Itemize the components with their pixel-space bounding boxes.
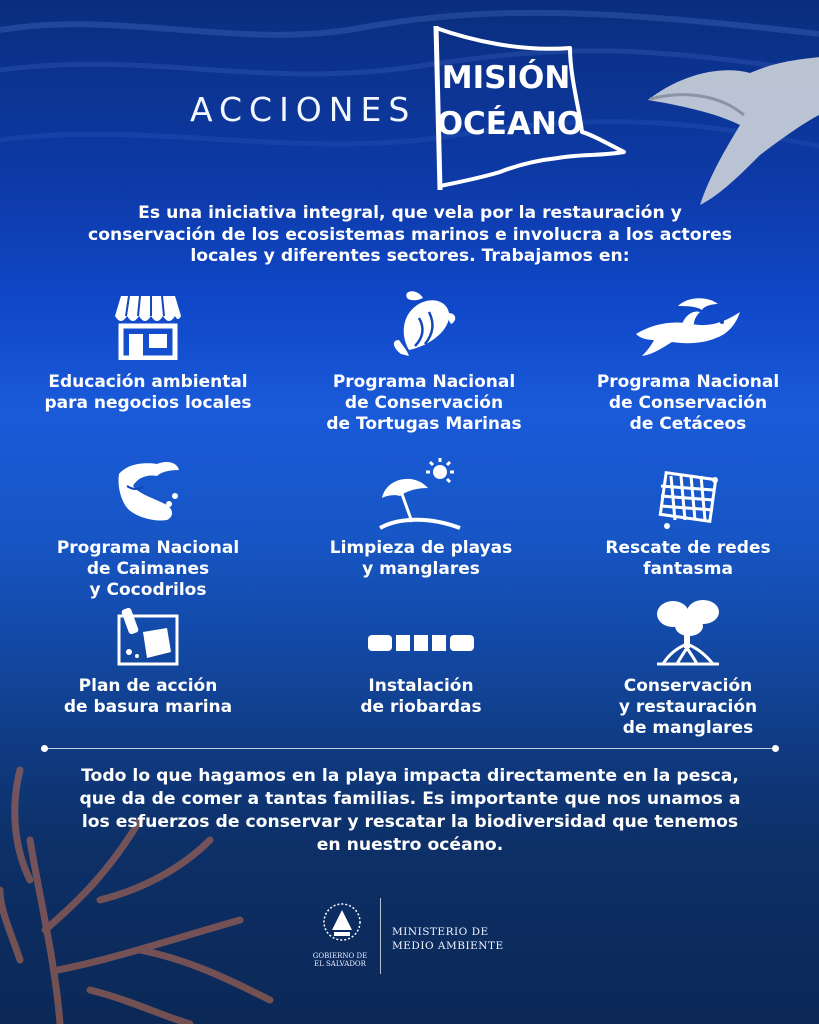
barrier-icon (368, 633, 474, 653)
action-label: Programa Nacional de Conservación de Tortugas Marinas (326, 372, 522, 434)
action-label: Limpieza de playas y manglares (329, 538, 513, 579)
footer-divider (380, 898, 381, 974)
government-seal-icon (320, 900, 364, 950)
divider-dot-left (41, 745, 48, 752)
turtle-icon (389, 288, 459, 360)
action-item-barrier (291, 633, 551, 718)
ministry-name (392, 925, 504, 953)
logo-line-oceano: OCÉANO (436, 106, 584, 142)
action-label: Conservación y restauración de manglares (618, 676, 758, 738)
action-label: Plan de acción de basura marina (63, 676, 233, 717)
action-item-beach (291, 458, 551, 580)
section-divider (44, 748, 776, 749)
action-item-trash (18, 608, 278, 718)
mision-oceano-logo (430, 22, 630, 192)
trash-icon (115, 608, 181, 666)
action-label: Programa Nacional de Caimanes y Cocodrilos (56, 538, 240, 600)
store-icon (115, 292, 181, 360)
action-item-crocodile (18, 456, 278, 601)
ministry-line-1: MINISTERIO DE (392, 926, 489, 938)
whale-tail-illustration (640, 55, 819, 205)
dolphin-icon (632, 294, 744, 360)
crocodile-icon (113, 456, 183, 524)
gov-left-text: GOBIERNO DE EL SALVADOR (312, 952, 368, 968)
action-label: Rescate de redes fantasma (605, 538, 771, 579)
action-label: Programa Nacional de Conservación de Cetáceos (596, 372, 780, 434)
mangrove-icon (653, 600, 723, 666)
ministry-line-2: MEDIO AMBIENTE (392, 940, 504, 952)
beach-umbrella-icon (378, 458, 464, 530)
logo-line-mision: MISIÓN (441, 60, 571, 96)
action-item-store (18, 292, 278, 414)
action-label: Educación ambiental para negocios locales (44, 372, 252, 413)
action-item-mangrove (558, 600, 818, 739)
title-acciones: ACCIONES (190, 90, 417, 129)
action-item-net (558, 468, 818, 580)
action-item-turtle (294, 288, 554, 435)
closing-paragraph: Todo lo que hagamos en la playa impacta directamente en la pesca, que da de comer a tantas familias. Es importante que nos unamos a los esfuerzos de conservar y rescatar la biodiversidad que tenemos en nuestro océano. (79, 766, 741, 855)
action-item-dolphin (558, 294, 818, 435)
divider-dot-right (772, 745, 779, 752)
intro-paragraph: Es una iniciativa integral, que vela por la restauración y conservación de los ecosistemas marinos e involucra a los actores locales y diferentes sectores. Trabajamos en: (88, 203, 732, 266)
action-label: Instalación de riobardas (360, 676, 482, 717)
net-icon (657, 468, 719, 530)
